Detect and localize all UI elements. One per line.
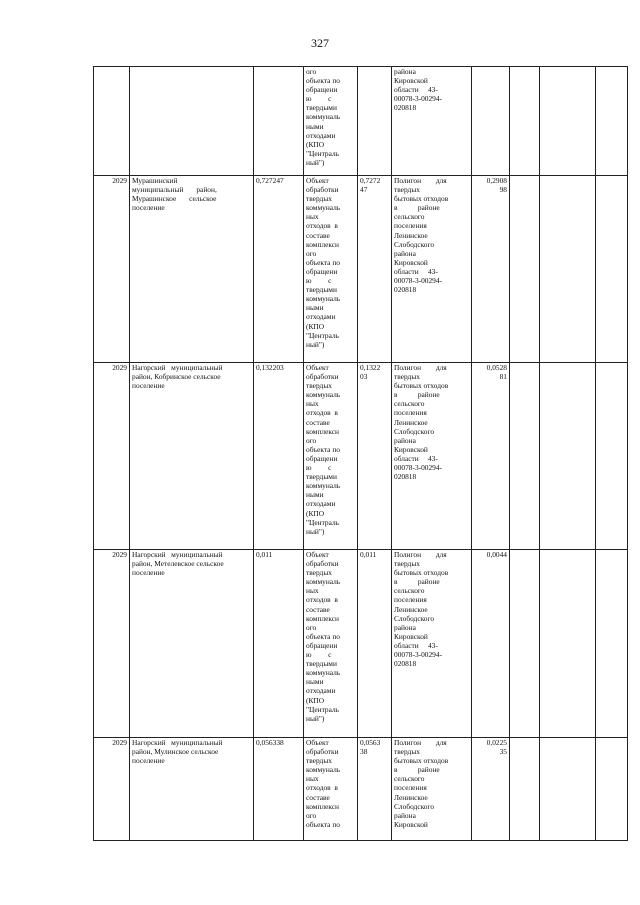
amount-cell: [254, 67, 304, 176]
territory-cell: Нагорский муниципальный район, Мулинское сельское поселение: [130, 738, 254, 841]
facility-cell: Объект обработки твердых коммуналь ных отходов в составе комплексн ого объекта по: [304, 738, 358, 841]
landfill-cell: Полигон для твердых бытовых отходов в районе сельского поселения Ленинское Слободского района Кировской области 43- 00078-3-00294- 020818: [392, 176, 472, 363]
amount-cell: 0,132203: [254, 363, 304, 550]
empty-cell: [540, 176, 596, 363]
amount-cell: 0,727247: [254, 176, 304, 363]
amount2-cell: [358, 67, 392, 176]
amount-cell: 0,056338: [254, 738, 304, 841]
value-cell: 0,2908 98: [472, 176, 510, 363]
territory-cell: Нагорский муниципальный район, Кобринское сельское поселение: [130, 363, 254, 550]
amount-cell: 0,011: [254, 550, 304, 738]
table-row: [94, 67, 628, 176]
amount2-cell: 0,1322 03: [358, 363, 392, 550]
table-row: [94, 363, 628, 550]
year-cell: 2029: [94, 738, 130, 841]
empty-cell: [510, 176, 540, 363]
landfill-cell: района Кировской области 43- 00078-3-00294- 020818: [392, 67, 472, 176]
empty-cell: [540, 550, 596, 738]
table-row: [94, 176, 628, 363]
empty-cell: [596, 176, 628, 363]
empty-cell: [510, 550, 540, 738]
empty-cell: [510, 363, 540, 550]
year-cell: [94, 67, 130, 176]
year-cell: 2029: [94, 550, 130, 738]
empty-cell: [540, 363, 596, 550]
amount2-cell: 0,011: [358, 550, 392, 738]
amount2-cell: 0,7272 47: [358, 176, 392, 363]
empty-cell: [596, 738, 628, 841]
year-cell: 2029: [94, 176, 130, 363]
landfill-cell: Полигон для твердых бытовых отходов в районе сельского поселения Ленинское Слободского района Кировской области 43- 00078-3-00294- 020818: [392, 550, 472, 738]
value-cell: [472, 67, 510, 176]
empty-cell: [540, 738, 596, 841]
empty-cell: [596, 550, 628, 738]
value-cell: 0,0044: [472, 550, 510, 738]
landfill-cell: Полигон для твердых бытовых отходов в районе сельского поселения Ленинское Слободского района Кировской: [392, 738, 472, 841]
amount2-cell: 0,0563 38: [358, 738, 392, 841]
table-row: [94, 738, 628, 841]
territory-cell: [130, 67, 254, 176]
facility-cell: Объект обработки твердых коммуналь ных отходов в составе комплексн ого объекта по обращени ю с твердыми коммуналь ными отходами (КПО "Централь ный"): [304, 176, 358, 363]
value-cell: 0,0225 35: [472, 738, 510, 841]
empty-cell: [510, 738, 540, 841]
waste-flow-table: [93, 66, 628, 841]
facility-cell: Объект обработки твердых коммуналь ных отходов в составе комплексн ого объекта по обращени ю с твердыми коммуналь ными отходами (КПО "Централь ный"): [304, 550, 358, 738]
empty-cell: [596, 363, 628, 550]
territory-cell: Мурашинский муниципальный район, Мурашинское сельское поселение: [130, 176, 254, 363]
facility-cell: Объект обработки твердых коммуналь ных отходов в составе комплексн ого объекта по обращени ю с твердыми коммуналь ными отходами (КПО "Централь ный"): [304, 363, 358, 550]
year-cell: 2029: [94, 363, 130, 550]
table-row: [94, 550, 628, 738]
empty-cell: [596, 67, 628, 176]
landfill-cell: Полигон для твердых бытовых отходов в районе сельского поселения Ленинское Слободского района Кировской области 43- 00078-3-00294- 020818: [392, 363, 472, 550]
facility-cell: ого объекта по обращени ю с твердыми коммуналь ными отходами (КПО "Централь ный"): [304, 67, 358, 176]
value-cell: 0,0528 81: [472, 363, 510, 550]
page-number: 327: [311, 36, 329, 50]
territory-cell: Нагорский муниципальный район, Метелевское сельское поселение: [130, 550, 254, 738]
empty-cell: [510, 67, 540, 176]
empty-cell: [540, 67, 596, 176]
